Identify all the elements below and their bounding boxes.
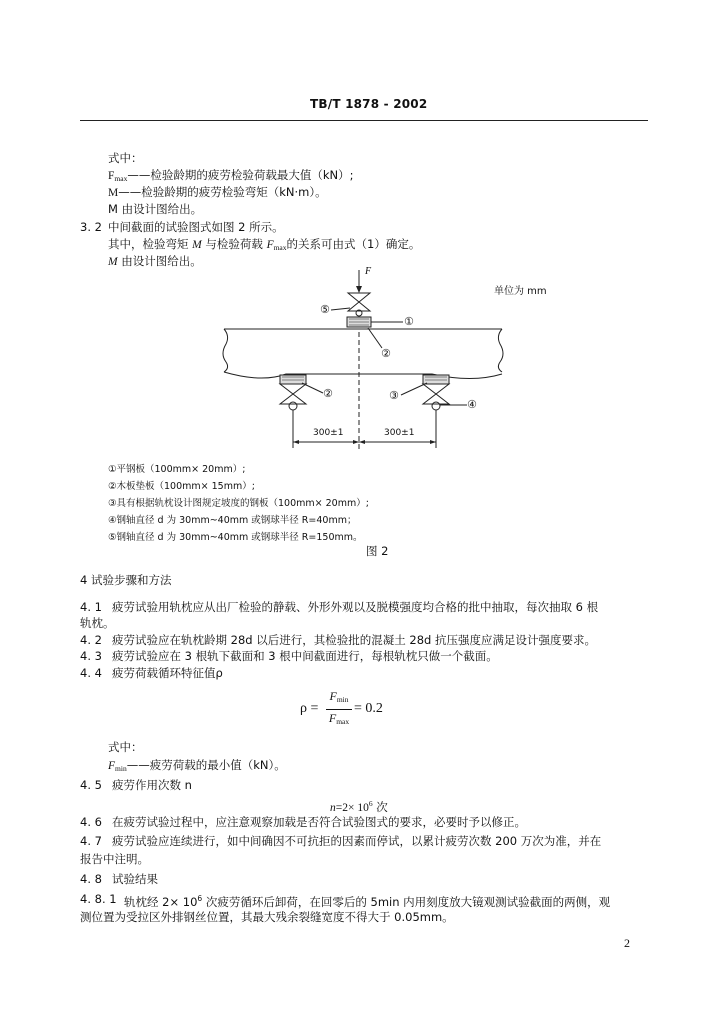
- para-4-8: 试验结果: [112, 872, 158, 886]
- figure-unit-label: 单位为 mm: [494, 286, 547, 297]
- dim-left-label: 300±1: [313, 428, 344, 438]
- callout-2-top: ②: [381, 347, 391, 360]
- para-4-3: 疲劳试验应在 3 根轨下截面和 3 根中间截面进行，每根轨枕只做一个截面。: [112, 649, 498, 663]
- section-3-2-text: 中间截面的试验图式如图 2 所示。: [108, 220, 284, 234]
- fmin-definition: $F_{min}——$疲劳荷载的最小值（kN）。: [108, 758, 286, 773]
- formula-fraction-bar: [326, 709, 352, 710]
- section-3-2-relation: 其中，检验弯矩 M 与检验荷载 $F_{max}$的关系可由式（1）确定。: [108, 237, 421, 252]
- formula-rho: ρ =: [300, 701, 319, 716]
- section-4-title: 4 试验步骤和方法: [80, 573, 172, 587]
- left-support-plate: [280, 375, 306, 384]
- para-4-6-number: 4. 6: [80, 815, 102, 829]
- fmax-definition: $F_{max}——$检验龄期的疲劳检验荷载最大值（kN）;: [108, 168, 354, 183]
- right-support-plate: [423, 375, 449, 384]
- section-3-2-number: 3. 2: [80, 220, 102, 234]
- para-4-7-line2: 报告中注明。: [80, 852, 149, 866]
- para-4-2-number: 4. 2: [80, 633, 102, 647]
- para-4-5-number: 4. 5: [80, 778, 102, 792]
- para-4-1-line1: 疲劳试验用轨枕应从出厂检验的静载、外形外观以及脱模强度均合格的批中抽取，每次抽取 6 根: [112, 600, 599, 614]
- callout-4: ④: [467, 398, 477, 411]
- para-4-6: 在疲劳试验过程中，应注意观察加载是否符合试验图式的要求，必要时予以修正。: [112, 815, 526, 829]
- m-given-note: M 由设计图给出。: [108, 202, 203, 216]
- legend-item: ①平钢板（100mm× 20mm）;: [108, 464, 246, 475]
- callout-1: ①: [404, 315, 414, 328]
- top-ball: [356, 310, 362, 316]
- right-ball: [432, 402, 440, 410]
- para-4-8-1-line2: 测位置为受拉区外排钢丝位置，其最大残余裂缝宽度不得大于 0.05mm。: [80, 910, 454, 924]
- left-ball: [289, 402, 297, 410]
- para-4-5: 疲劳作用次数 n: [112, 778, 192, 792]
- section-3-2-m-given: M 由设计图给出。: [108, 254, 202, 268]
- standard-number: TB/T 1878 - 2002: [310, 97, 428, 111]
- formula-denominator: $F_{max}$: [328, 711, 350, 726]
- dim-right-label: 300±1: [384, 428, 415, 438]
- para-4-8-number: 4. 8: [80, 872, 102, 886]
- legend-item: ④钢轴直径 d 为 30mm~40mm 或钢球半径 R=40mm；: [108, 515, 357, 526]
- where2-intro: 式中：: [108, 740, 143, 754]
- para-4-4: 疲劳荷载循环特征值ρ: [112, 666, 223, 680]
- legend-item: ②木板垫板（100mm× 15mm）;: [108, 481, 255, 492]
- formula-numerator: $F_{min}$: [329, 689, 349, 704]
- force-arrowhead: [356, 286, 362, 293]
- para-4-7-line1: 疲劳试验应连续进行，如中间确因不可抗拒的因素而停试，以累计疲劳次数 200 万次为准，并在: [112, 834, 602, 848]
- figure-caption: 图 2: [366, 544, 389, 558]
- para-4-3-number: 4. 3: [80, 649, 102, 663]
- formula-rhs: = 0.2: [354, 701, 383, 716]
- para-4-2: 疲劳试验应在轨枕龄期 28d 以后进行，其检验批的混凝土 28d 抗压强度应满足设计强度要求。: [112, 633, 596, 647]
- page-number: 2: [624, 936, 630, 950]
- para-4-7-number: 4. 7: [80, 834, 102, 848]
- para-4-1-number: 4. 1: [80, 600, 102, 614]
- n-equation: $n=2\times 10^6$ 次: [330, 799, 388, 814]
- callout-5: ⑤: [320, 303, 330, 316]
- top-plate: [347, 317, 371, 327]
- callout-2-left: ②: [323, 387, 333, 400]
- top-loader: [348, 293, 370, 302]
- header-rule: [80, 120, 648, 121]
- para-4-8-1-line1: 轨枕经 $2\times 10^6$ 次疲劳循环后卸荷，在回零后的 5min 内用刻度放大镜观测试验截面的两侧，观: [124, 894, 611, 909]
- para-4-8-1-number: 4. 8. 1: [80, 892, 117, 906]
- para-4-1-line2: 轨枕。: [80, 616, 115, 630]
- legend-item: ③具有根据轨枕设计图规定坡度的钢板（100mm× 20mm）;: [108, 498, 369, 509]
- callout-3: ③: [389, 389, 399, 402]
- force-label: F: [365, 266, 372, 277]
- m-definition: M——检验龄期的疲劳检验弯矩（kN·m）。: [108, 185, 327, 199]
- para-4-4-number: 4. 4: [80, 666, 102, 680]
- where-intro: 式中：: [108, 151, 143, 165]
- legend-item: ⑤钢轴直径 d 为 30mm~40mm 或钢球半径 R=150mm。: [108, 532, 363, 543]
